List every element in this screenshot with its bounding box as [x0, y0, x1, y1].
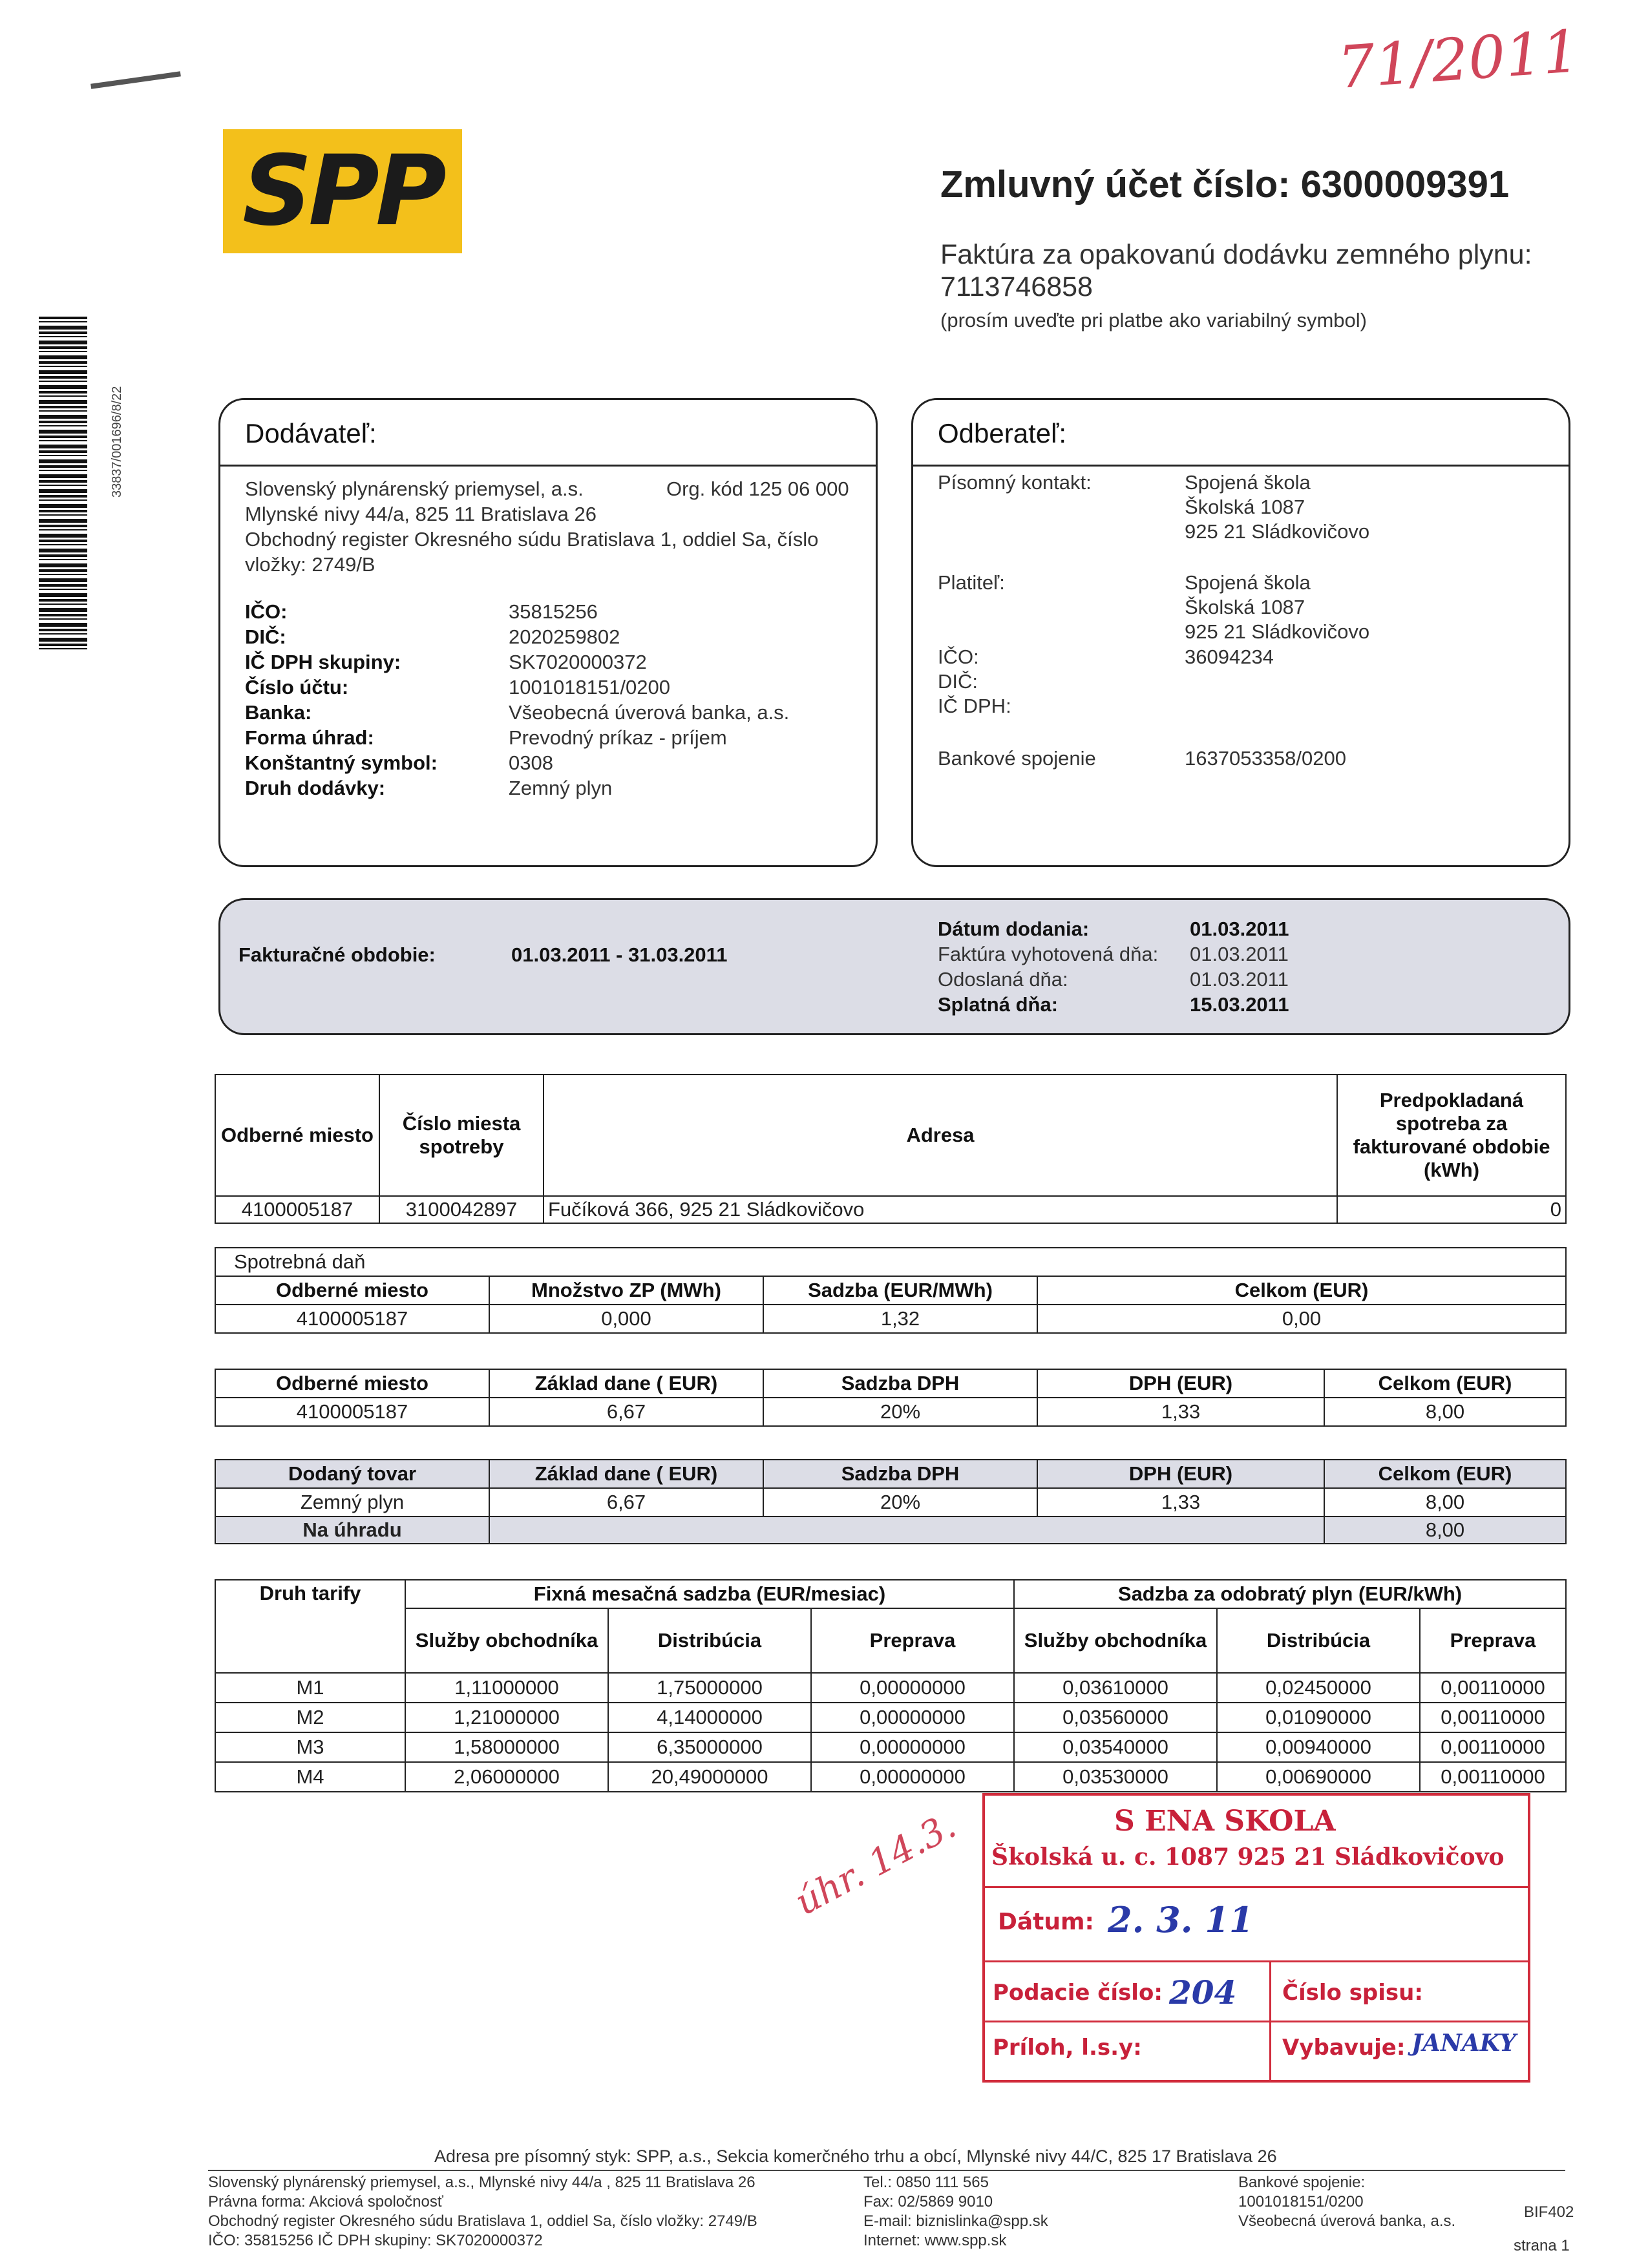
th-sub: Preprava	[811, 1608, 1014, 1673]
spp-logo	[223, 129, 462, 253]
page-number: strana 1	[1514, 2237, 1570, 2254]
payer-line: Spojená škola	[1185, 571, 1311, 594]
supplier-field-label: IČO:	[245, 600, 288, 623]
th-tax-base: Základ dane ( EUR)	[489, 1460, 763, 1488]
footer-contact: Tel.: 0850 111 565	[863, 2174, 989, 2191]
delivery-label: Dátum dodania:	[938, 918, 1090, 940]
th-sub: Preprava	[1420, 1608, 1566, 1673]
footer-company: Obchodný register Okresného súdu Bratislava 1, oddiel Sa, číslo vložky: 2749/B	[208, 2212, 757, 2230]
supplier-field-value: Všeobecná úverová banka, a.s.	[509, 701, 790, 724]
th-variable-rate: Sadzba za odobratý plyn (EUR/kWh)	[1014, 1580, 1566, 1608]
supplier-field-value: 35815256	[509, 600, 598, 623]
tariff-cell: 0,00110000	[1420, 1762, 1566, 1792]
th-site: Odberné miesto	[215, 1369, 489, 1398]
tariff-cell: 0,00000000	[811, 1673, 1014, 1703]
supplier-name: Slovenský plynárenský priemysel, a.s.	[245, 478, 584, 500]
th-fixed-rate: Fixná mesačná sadzba (EUR/mesiac)	[405, 1580, 1014, 1608]
tariff-cell: 0,03560000	[1014, 1703, 1217, 1732]
goods-vat: 1,33	[1037, 1488, 1324, 1517]
tariff-table	[215, 1579, 1567, 1792]
bank-label: Bankové spojenie	[938, 747, 1096, 770]
tariff-cell: M1	[215, 1673, 405, 1703]
excise-caption: Spotrebná daň	[215, 1248, 1566, 1276]
supplier-field-label: IČ DPH skupiny:	[245, 651, 401, 673]
tariff-cell: 0,00110000	[1420, 1703, 1566, 1732]
footer-contact: Internet: www.spp.sk	[863, 2232, 1007, 2249]
icdph-label: IČ DPH:	[938, 695, 1011, 717]
tariff-cell: 2,06000000	[405, 1762, 608, 1792]
payer-line: 925 21 Sládkovičovo	[1185, 620, 1370, 643]
customer-heading: Odberateľ:	[938, 418, 1067, 448]
payer-label: Platiteľ:	[938, 571, 1005, 594]
variable-symbol: 7113746858	[940, 271, 1093, 302]
sent-label: Odoslaná dňa:	[938, 968, 1068, 991]
th-goods: Dodaný tovar	[215, 1460, 489, 1488]
tariff-cell: 0,00000000	[811, 1762, 1014, 1792]
vat-table	[215, 1369, 1567, 1427]
contact-label: Písomný kontakt:	[938, 471, 1092, 494]
supplier-field-value: Prevodný príkaz - príjem	[509, 726, 727, 749]
goods-total: 8,00	[1324, 1488, 1566, 1517]
handwritten-reference: 71/2011	[1335, 17, 1582, 102]
footer-bank: Bankové spojenie:	[1238, 2174, 1366, 2191]
period-label: Fakturačné obdobie:	[238, 943, 436, 966]
contact-line: Spojená škola	[1185, 471, 1311, 494]
th-address: Adresa	[544, 1075, 1337, 1196]
barcode	[39, 317, 87, 653]
site-address: Fučíková 366, 925 21 Sládkovičovo	[544, 1196, 1337, 1223]
stamp-podacie-label: Podacie číslo:	[993, 1980, 1163, 2006]
tariff-cell: 1,75000000	[608, 1673, 811, 1703]
amount-due: 8,00	[1324, 1517, 1566, 1544]
tariff-cell: M3	[215, 1732, 405, 1762]
stamp-date: 2. 3. 11	[1108, 1899, 1254, 1940]
tariff-cell: 0,00940000	[1217, 1732, 1420, 1762]
tariff-cell: 0,00000000	[811, 1732, 1014, 1762]
divider	[220, 465, 876, 467]
supplier-field-value: 2020259802	[509, 625, 620, 648]
amount-due-label: Na úhradu	[215, 1517, 489, 1544]
stamp-line2: Školská u. c. 1087 925 21 Sládkovičovo	[991, 1843, 1505, 1871]
footer-company: Slovenský plynárenský priemysel, a.s., Mlynské nivy 44/a , 825 11 Bratislava 26	[208, 2174, 755, 2191]
supplier-heading: Dodávateľ:	[245, 418, 377, 448]
expected-consumption: 0	[1337, 1196, 1566, 1223]
footer-contact: Fax: 02/5869 9010	[863, 2193, 993, 2210]
supplier-field-label: Banka:	[245, 701, 312, 724]
payment-note: (prosím uveďte pri platbe ako variabilný symbol)	[940, 309, 1367, 331]
tariff-cell: 0,03610000	[1014, 1673, 1217, 1703]
receipt-stamp	[982, 1793, 1530, 2083]
supplier-field-value: Zemný plyn	[509, 777, 613, 799]
issued-label: Faktúra vyhotovená dňa:	[938, 943, 1159, 965]
tariff-cell: 0,00000000	[811, 1703, 1014, 1732]
th-vat: DPH (EUR)	[1037, 1460, 1324, 1488]
goods-rate: 20%	[763, 1488, 1037, 1517]
handwritten-payment-note: úhr. 14.3.	[788, 1804, 963, 1924]
dic-label: DIČ:	[938, 670, 978, 693]
goods-table	[215, 1459, 1567, 1544]
stamp-priloh-label: Príloh, l.s.y:	[993, 2035, 1142, 2061]
stamp-podacie: 204	[1169, 1973, 1237, 2011]
tariff-cell: 6,35000000	[608, 1732, 811, 1762]
supplier-org-code: Org. kód 125 06 000	[666, 478, 849, 500]
th-expected-consumption: Predpokladaná spotreba za fakturované obdobie (kWh)	[1337, 1075, 1566, 1196]
sent-date: 01.03.2011	[1190, 968, 1289, 991]
supplier-box	[218, 398, 878, 867]
logo-text: SPP	[242, 135, 443, 247]
ico-label: IČO:	[938, 646, 979, 668]
supplier-register-2: vložky: 2749/B	[245, 553, 375, 576]
site-table	[215, 1074, 1567, 1224]
th-quantity: Množstvo ZP (MWh)	[489, 1276, 763, 1305]
footer-code: BIF402	[1524, 2203, 1574, 2221]
bank-value: 1637053358/0200	[1185, 747, 1346, 770]
ico-value: 36094234	[1185, 646, 1274, 668]
contact-line: Školská 1087	[1185, 496, 1305, 518]
vat-amount: 1,33	[1037, 1398, 1324, 1426]
stamp-line1: S ENA SKOLA	[1114, 1805, 1336, 1838]
stamp-vybavuje-label: Vybavuje:	[1282, 2035, 1406, 2061]
excise-table	[215, 1247, 1567, 1334]
contact-line: 925 21 Sládkovičovo	[1185, 520, 1370, 543]
th-site: Odberné miesto	[215, 1276, 489, 1305]
tariff-cell: 0,00110000	[1420, 1732, 1566, 1762]
vat-site: 4100005187	[215, 1398, 489, 1426]
excise-rate: 1,32	[763, 1305, 1037, 1333]
account-title: Zmluvný účet číslo: 6300009391	[940, 163, 1510, 205]
th-sub: Distribúcia	[1217, 1608, 1420, 1673]
th-tariff: Druh tarify	[215, 1580, 405, 1673]
customer-box	[911, 398, 1570, 867]
supplier-field-label: Druh dodávky:	[245, 777, 386, 799]
footer-bank: 1001018151/0200	[1238, 2193, 1364, 2210]
stamp-date-label: Dátum:	[998, 1909, 1094, 1935]
tariff-cell: 1,58000000	[405, 1732, 608, 1762]
th-sub: Služby obchodníka	[405, 1608, 608, 1673]
stamp-spis-label: Číslo spisu:	[1282, 1980, 1423, 2006]
supplier-field-label: Číslo účtu:	[245, 676, 349, 698]
th-total: Celkom (EUR)	[1324, 1369, 1566, 1398]
th-vat-rate: Sadzba DPH	[763, 1460, 1037, 1488]
divider	[913, 465, 1569, 467]
due-label: Splatná dňa:	[938, 993, 1059, 1016]
excise-quantity: 0,000	[489, 1305, 763, 1333]
footer-company: Právna forma: Akciová spoločnosť	[208, 2193, 443, 2210]
th-sub: Služby obchodníka	[1014, 1608, 1217, 1673]
vat-total: 8,00	[1324, 1398, 1566, 1426]
tariff-cell: 20,49000000	[608, 1762, 811, 1792]
supplier-address: Mlynské nivy 44/a, 825 11 Bratislava 26	[245, 503, 597, 525]
payer-line: Školská 1087	[1185, 596, 1305, 618]
supplier-field-label: Forma úhrad:	[245, 726, 374, 749]
issued-date: 01.03.2011	[1190, 943, 1289, 965]
barcode-text: 33837/001696/8/22	[110, 386, 124, 498]
footer-bank: Všeobecná úverová banka, a.s.	[1238, 2212, 1456, 2230]
invoice-subtitle: Faktúra za opakovanú dodávku zemného plynu:	[940, 239, 1532, 270]
period-value: 01.03.2011 - 31.03.2011	[511, 943, 728, 966]
th-sub: Distribúcia	[608, 1608, 811, 1673]
supplier-field-label: Konštantný symbol:	[245, 751, 438, 774]
th-vat-rate: Sadzba DPH	[763, 1369, 1037, 1398]
vat-base: 6,67	[489, 1398, 763, 1426]
tariff-cell: M2	[215, 1703, 405, 1732]
due-date: 15.03.2011	[1190, 993, 1289, 1016]
delivery-date: 01.03.2011	[1190, 918, 1289, 940]
tariff-cell: 1,21000000	[405, 1703, 608, 1732]
excise-total: 0,00	[1037, 1305, 1566, 1333]
billing-period-box	[218, 898, 1570, 1035]
supplier-field-value: 1001018151/0200	[509, 676, 670, 698]
th-rate: Sadzba (EUR/MWh)	[763, 1276, 1037, 1305]
th-vat: DPH (EUR)	[1037, 1369, 1324, 1398]
supplier-register: Obchodný register Okresného súdu Bratislava 1, oddiel Sa, číslo	[245, 528, 819, 551]
tariff-cell: 0,01090000	[1217, 1703, 1420, 1732]
tariff-cell: 0,02450000	[1217, 1673, 1420, 1703]
tariff-cell: M4	[215, 1762, 405, 1792]
supplier-field-label: DIČ:	[245, 625, 286, 648]
tariff-cell: 0,03540000	[1014, 1732, 1217, 1762]
tariff-cell: 0,03530000	[1014, 1762, 1217, 1792]
th-total: Celkom (EUR)	[1324, 1460, 1566, 1488]
tariff-cell: 1,11000000	[405, 1673, 608, 1703]
th-total: Celkom (EUR)	[1037, 1276, 1566, 1305]
vat-rate: 20%	[763, 1398, 1037, 1426]
th-tax-base: Základ dane ( EUR)	[489, 1369, 763, 1398]
goods-base: 6,67	[489, 1488, 763, 1517]
consumption-point-id: 3100042897	[379, 1196, 544, 1223]
goods-name: Zemný plyn	[215, 1488, 489, 1517]
site-id: 4100005187	[215, 1196, 379, 1223]
footer-rule	[208, 2170, 1565, 2171]
stamp-vybavuje: JANAKY	[1411, 2030, 1516, 2057]
tariff-cell: 4,14000000	[608, 1703, 811, 1732]
footer-company: IČO: 35815256 IČ DPH skupiny: SK7020000372	[208, 2232, 543, 2249]
footer-contact: E-mail: biznislinka@spp.sk	[863, 2212, 1048, 2230]
supplier-field-value: 0308	[509, 751, 553, 774]
th-consumption-point: Číslo miesta spotreby	[379, 1075, 544, 1196]
tariff-cell: 0,00110000	[1420, 1673, 1566, 1703]
tariff-cell: 0,00690000	[1217, 1762, 1420, 1792]
footer-address: Adresa pre písomný styk: SPP, a.s., Sekcia komerčného trhu a obcí, Mlynské nivy 44/C, 825 17 Bratislava 26	[434, 2147, 1277, 2166]
th-site: Odberné miesto	[215, 1075, 379, 1196]
excise-site: 4100005187	[215, 1305, 489, 1333]
supplier-field-value: SK7020000372	[509, 651, 647, 673]
pen-mark	[90, 71, 181, 89]
